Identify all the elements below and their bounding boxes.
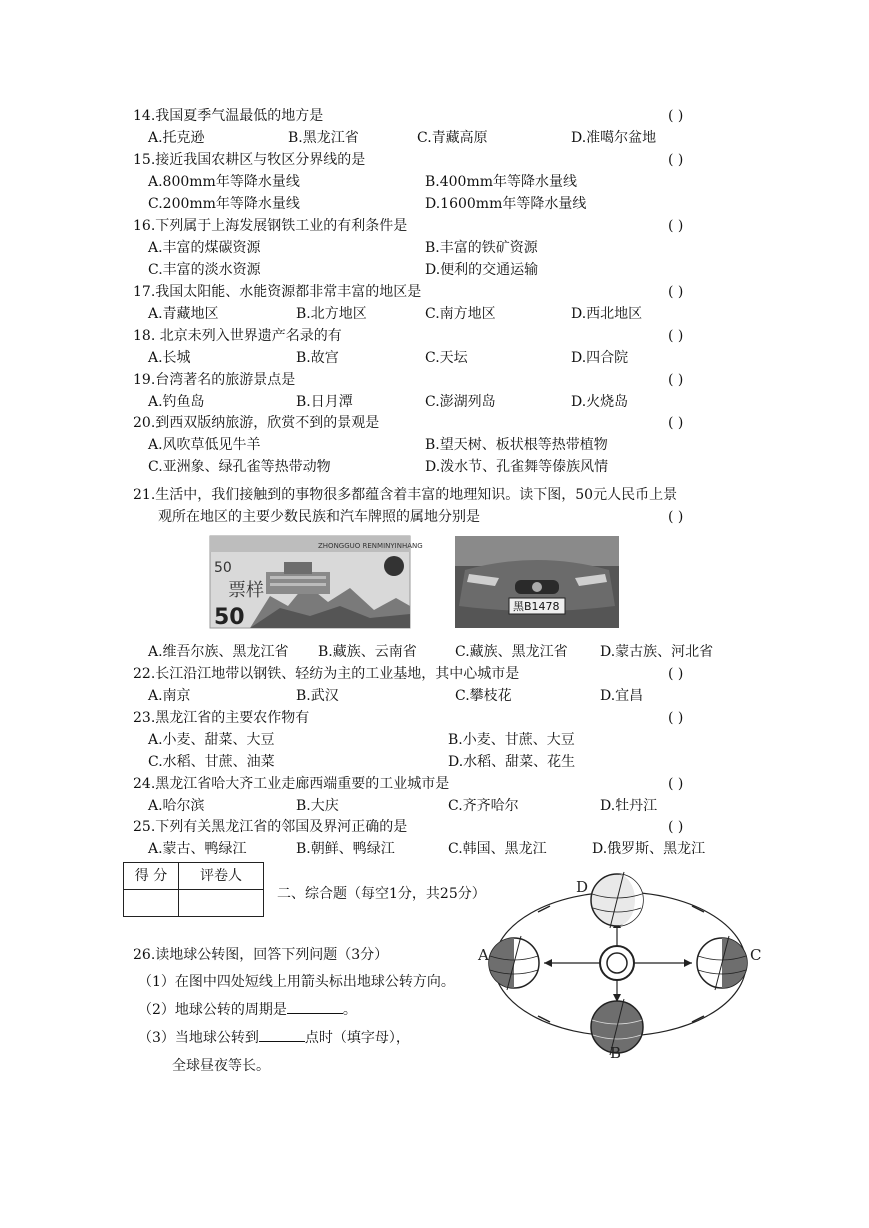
question-21-option-b[interactable]: B.藏族、云南省: [318, 644, 417, 660]
banknote-denomination-small: 50: [214, 560, 232, 576]
question-15-answer-paren[interactable]: ( ): [668, 152, 684, 168]
question-25-option-d[interactable]: D.俄罗斯、黑龙江: [592, 841, 706, 857]
question-25-option-a[interactable]: A.蒙古、鸭绿江: [148, 841, 247, 857]
question-26-sub3: [138, 1027, 410, 1049]
question-22-answer-paren[interactable]: ( ): [668, 666, 684, 682]
question-25-option-c[interactable]: C.韩国、黑龙江: [448, 841, 547, 857]
question-15-option-c[interactable]: C.200mm年等降水量线: [148, 196, 300, 212]
question-24-option-c[interactable]: C.齐齐哈尔: [448, 798, 519, 814]
question-21-stem: 21.生活中，我们接触到的事物很多都蕴含着丰富的地理知识。读下图，50元人民币上景: [133, 487, 678, 503]
question-24-option-d[interactable]: D.牡丹江: [600, 798, 658, 814]
question-22-option-c[interactable]: C.攀枝花: [455, 688, 512, 704]
grader-label: 评卷人: [179, 863, 264, 890]
period-answer-blank[interactable]: [287, 999, 343, 1014]
question-23-answer-paren[interactable]: ( ): [668, 710, 684, 726]
question-23-option-a[interactable]: A.小麦、甜菜、大豆: [148, 732, 275, 748]
question-16-option-a[interactable]: A.丰富的煤碳资源: [148, 240, 261, 256]
question-17-option-a[interactable]: A.青藏地区: [148, 306, 219, 322]
question-16-option-b[interactable]: B.丰富的铁矿资源: [425, 240, 538, 256]
score-cell[interactable]: [124, 890, 179, 917]
question-26-sub2: [138, 999, 357, 1021]
question-18-option-a[interactable]: A.长城: [148, 350, 191, 366]
question-22-option-a[interactable]: A.南京: [148, 688, 191, 704]
question-19-option-a[interactable]: A.钓鱼岛: [148, 394, 205, 410]
earth-revolution-diagram: [478, 870, 762, 1060]
question-19-option-b[interactable]: B.日月潭: [296, 394, 353, 410]
earth-position-d: [591, 872, 643, 928]
question-23-stem: 23.黑龙江省的主要农作物有: [133, 710, 310, 726]
question-25-answer-paren[interactable]: ( ): [668, 819, 684, 835]
question-21-answer-paren[interactable]: ( ): [668, 509, 684, 525]
question-26-sub2-end: 。: [342, 1002, 357, 1018]
question-24-option-a[interactable]: A.哈尔滨: [148, 798, 205, 814]
question-26-sub3-text: （3）当地球公转到: [138, 1030, 259, 1046]
question-18-answer-paren[interactable]: ( ): [668, 328, 684, 344]
question-18-option-d[interactable]: D.四合院: [571, 350, 629, 366]
question-26-sub3-end: 点时（填字母），: [304, 1030, 410, 1046]
question-20-stem: 20.到西双版纳旅游，欣赏不到的景观是: [133, 415, 380, 431]
question-17-option-d[interactable]: D.西北地区: [571, 306, 643, 322]
grader-cell[interactable]: [179, 890, 264, 917]
question-15-option-a[interactable]: A.800mm年等降水量线: [148, 174, 300, 190]
question-20-option-a[interactable]: A.风吹草低见牛羊: [148, 437, 261, 453]
question-20-answer-paren[interactable]: ( ): [668, 415, 684, 431]
question-23-option-d[interactable]: D.水稻、甜菜、花生: [448, 754, 576, 770]
question-19-option-d[interactable]: D.火烧岛: [571, 394, 629, 410]
question-14-option-b[interactable]: B.黑龙江省: [288, 130, 359, 146]
question-25-option-b[interactable]: B.朝鲜、鸭绿江: [296, 841, 395, 857]
question-20-option-c[interactable]: C.亚洲象、绿孔雀等热带动物: [148, 459, 331, 475]
orbit-label-d: D: [576, 878, 589, 896]
banknote-denomination: 50: [214, 605, 245, 630]
question-21-stem-continued: 观所在地区的主要少数民族和汽车牌照的属地分别是: [158, 509, 480, 525]
question-17-option-c[interactable]: C.南方地区: [425, 306, 496, 322]
question-17-stem: 17.我国太阳能、水能资源都非常丰富的地区是: [133, 284, 422, 300]
question-18-option-c[interactable]: C.天坛: [425, 350, 468, 366]
question-17-option-b[interactable]: B.北方地区: [296, 306, 367, 322]
question-20-option-b[interactable]: B.望天树、板状根等热带植物: [425, 437, 608, 453]
question-19-stem: 19.台湾著名的旅游景点是: [133, 372, 296, 388]
banknote-50-yuan-image: [210, 536, 423, 630]
question-20-option-d[interactable]: D.泼水节、孔雀舞等傣族风情: [425, 459, 609, 475]
question-14-option-a[interactable]: A.托克逊: [148, 130, 205, 146]
question-16-option-d[interactable]: D.便利的交通运输: [425, 262, 539, 278]
question-24-answer-paren[interactable]: ( ): [668, 776, 684, 792]
score-label: 得 分: [124, 863, 179, 890]
question-14-option-c[interactable]: C.青藏高原: [417, 130, 488, 146]
question-24-stem: 24.黑龙江省哈大齐工业走廊西端重要的工业城市是: [133, 776, 450, 792]
question-18-option-b[interactable]: B.故宫: [296, 350, 339, 366]
section-2-title: 二、综合题（每空1分，共25分）: [277, 886, 486, 902]
question-16-stem: 16.下列属于上海发展钢铁工业的有利条件是: [133, 218, 408, 234]
question-23-option-c[interactable]: C.水稻、甘蔗、油菜: [148, 754, 275, 770]
question-14-stem: 14.我国夏季气温最低的地方是: [133, 108, 324, 124]
earth-position-a: [489, 936, 539, 990]
banknote-top-text: ZHONGGUO RENMINYINHANG: [318, 542, 423, 550]
question-26-sub3-continued: 全球昼夜等长。: [172, 1058, 270, 1074]
question-22-option-b[interactable]: B.武汉: [296, 688, 339, 704]
question-15-option-b[interactable]: B.400mm年等降水量线: [425, 174, 578, 190]
question-22-stem: 22.长江沿江地带以钢铁、轻纺为主的工业基地，其中心城市是: [133, 666, 520, 682]
question-17-answer-paren[interactable]: ( ): [668, 284, 684, 300]
question-19-answer-paren[interactable]: ( ): [668, 372, 684, 388]
question-22-option-d[interactable]: D.宜昌: [600, 688, 644, 704]
question-16-answer-paren[interactable]: ( ): [668, 218, 684, 234]
question-25-stem: 25.下列有关黑龙江省的邻国及界河正确的是: [133, 819, 408, 835]
question-21-option-c[interactable]: C.藏族、黑龙江省: [455, 644, 568, 660]
question-18-stem: 18. 北京未列入世界遗产名录的有: [133, 328, 342, 344]
score-table: [123, 862, 264, 917]
question-21-option-a[interactable]: A.维吾尔族、黑龙江省: [148, 644, 289, 660]
question-26-stem: 26.读地球公转图，回答下列问题（3分）: [133, 947, 389, 963]
question-15-option-d[interactable]: D.1600mm年等降水量线: [425, 196, 587, 212]
question-14-option-d[interactable]: D.准噶尔盆地: [571, 130, 657, 146]
question-19-option-c[interactable]: C.澎湖列岛: [425, 394, 496, 410]
question-26-sub2-text: （2）地球公转的周期是: [138, 1002, 287, 1018]
question-15-stem: 15.接近我国农耕区与牧区分界线的是: [133, 152, 366, 168]
question-21-option-d[interactable]: D.蒙古族、河北省: [600, 644, 714, 660]
question-26-sub1: （1）在图中四处短线上用箭头标出地球公转方向。: [138, 974, 455, 990]
car-plate-text: 黑B1478: [513, 600, 560, 613]
equinox-point-answer-blank[interactable]: [259, 1027, 305, 1042]
car-license-plate-image: [455, 536, 619, 628]
orbit-label-a: A: [478, 946, 489, 964]
question-24-option-b[interactable]: B.大庆: [296, 798, 339, 814]
question-14-answer-paren[interactable]: ( ): [668, 108, 684, 124]
question-16-option-c[interactable]: C.丰富的淡水资源: [148, 262, 261, 278]
orbit-label-c: C: [750, 946, 762, 964]
question-23-option-b[interactable]: B.小麦、甘蔗、大豆: [448, 732, 575, 748]
banknote-specimen-stamp: 票样: [228, 580, 264, 601]
orbit-label-b: B: [610, 1044, 622, 1062]
earth-position-c: [697, 936, 747, 990]
